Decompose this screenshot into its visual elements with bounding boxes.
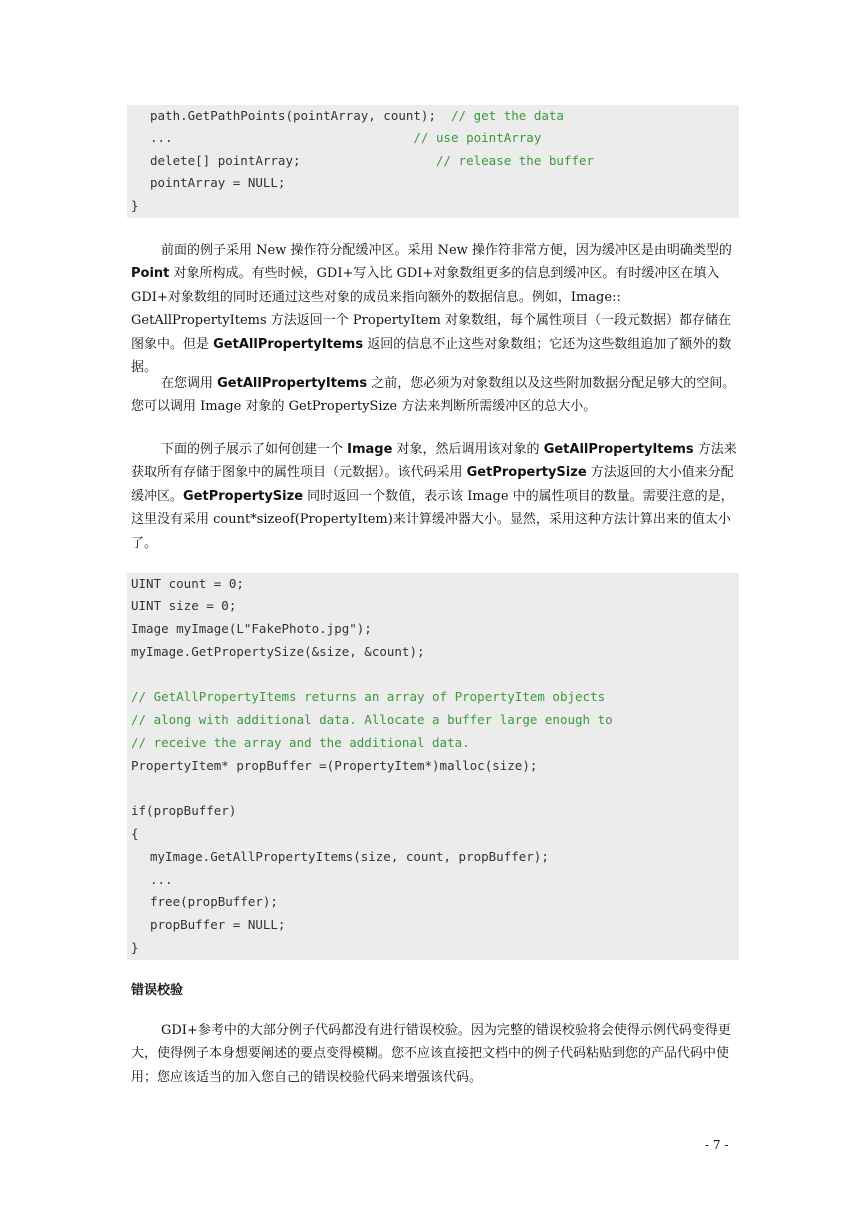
code-line: PropertyItem* propBuffer =(PropertyItem*)malloc(size); <box>131 758 538 773</box>
bold-term: GetAllPropertyItems <box>217 376 368 391</box>
code-line: myImage.GetAllPropertyItems(size, count, propBuffer); <box>150 849 549 864</box>
code-text: path.GetPathPoints(pointArray, count); <box>150 108 452 123</box>
code-line: } <box>131 198 139 213</box>
code-comment: // use pointArray <box>413 130 542 145</box>
code-line <box>150 106 564 126</box>
code-block-2 <box>127 573 739 960</box>
code-line: free(propBuffer); <box>150 894 278 909</box>
page-number: - 7 - <box>705 1138 729 1152</box>
code-block-1 <box>127 105 739 218</box>
code-line: UINT count = 0; <box>131 576 244 591</box>
code-line: Image myImage(L"FakePhoto.jpg"); <box>131 621 372 636</box>
paragraph-3: 下面的例子展示了如何创建一个 Image 对象，然后调用该对象的 GetAllPropertyItems 方法来获取所有存储于图象中的属性项目（元数据）。该代码采用 GetPropertySize 方法返回的大小值来分配缓冲区。GetPropertySize 同时返回一个数值，表示该 Image 中的属性项目的数量。需要注意的是，这里没有采用 count*sizeof(PropertyItem)来计算缓冲器大小。显然，采用这种方法计算出来的值太小了。 <box>131 442 737 551</box>
code-line: UINT size = 0; <box>131 598 237 613</box>
code-line: ... <box>150 872 173 887</box>
bold-term: Image <box>347 442 393 457</box>
bold-term: GetPropertySize <box>466 465 587 481</box>
code-line <box>150 128 541 148</box>
section-heading: 错误校验 <box>131 983 184 998</box>
code-comment: // GetAllPropertyItems returns an array of PropertyItem objects <box>131 689 606 704</box>
code-line: } <box>131 940 139 955</box>
bold-term: GetAllPropertyItems <box>543 442 694 457</box>
code-line: propBuffer = NULL; <box>150 917 286 932</box>
code-comment: // receive the array and the additional data. <box>131 735 470 750</box>
code-line: pointArray = NULL; <box>150 175 286 190</box>
code-line: myImage.GetPropertySize(&size, &count); <box>131 644 425 659</box>
code-comment: // release the buffer <box>435 153 595 168</box>
bold-term: Point <box>131 266 170 282</box>
paragraph-4: GDI+参考中的大部分例子代码都没有进行错误校验。因为完整的错误校验将会使得示例代码变得更大，使得例子本身想要阐述的要点变得模糊。您不应该直接把文档中的例子代码粘贴到您的产品代码中使用；您应该适当的加入您自己的错误校验代码来增强该代码。 <box>131 1023 731 1085</box>
code-line: { <box>131 826 139 841</box>
code-comment: // along with additional data. Allocate a buffer large enough to <box>131 712 613 727</box>
code-line <box>150 151 594 171</box>
code-text: ... <box>150 130 414 145</box>
paragraph-2: 在您调用 GetAllPropertyItems 之前，您必须为对象数组以及这些附加数据分配足够大的空间。您可以调用 Image 对象的 GetPropertySize 方法来判断所需缓冲区的总大小。 <box>131 376 736 415</box>
bold-term: GetAllPropertyItems <box>213 336 364 352</box>
paragraph-1: 前面的例子采用 New 操作符分配缓冲区。采用 New 操作符非常方便，因为缓冲区是由明确类型的 Point 对象所构成。有些时候，GDI+写入比 GDI+对象数组更多的信息到缓冲区。有时缓冲区在填入 GDI+对象数组的同时还通过这些对象的成员来指向额外的数据信息。例如，Image:: GetAllPropertyItems 方法返回一个 PropertyItem 对象数组，每个属性项目（一段元数据）都存储在图象中。但是 GetAllPropertyItems 返回的信息不止这些对象数组；它还为这些数组追加了额外的数据。 <box>131 243 732 376</box>
code-line: if(propBuffer) <box>131 803 237 818</box>
code-comment: // get the data <box>451 108 564 123</box>
bold-term: GetPropertySize <box>183 488 304 504</box>
code-text: delete[] pointArray; <box>150 153 436 168</box>
